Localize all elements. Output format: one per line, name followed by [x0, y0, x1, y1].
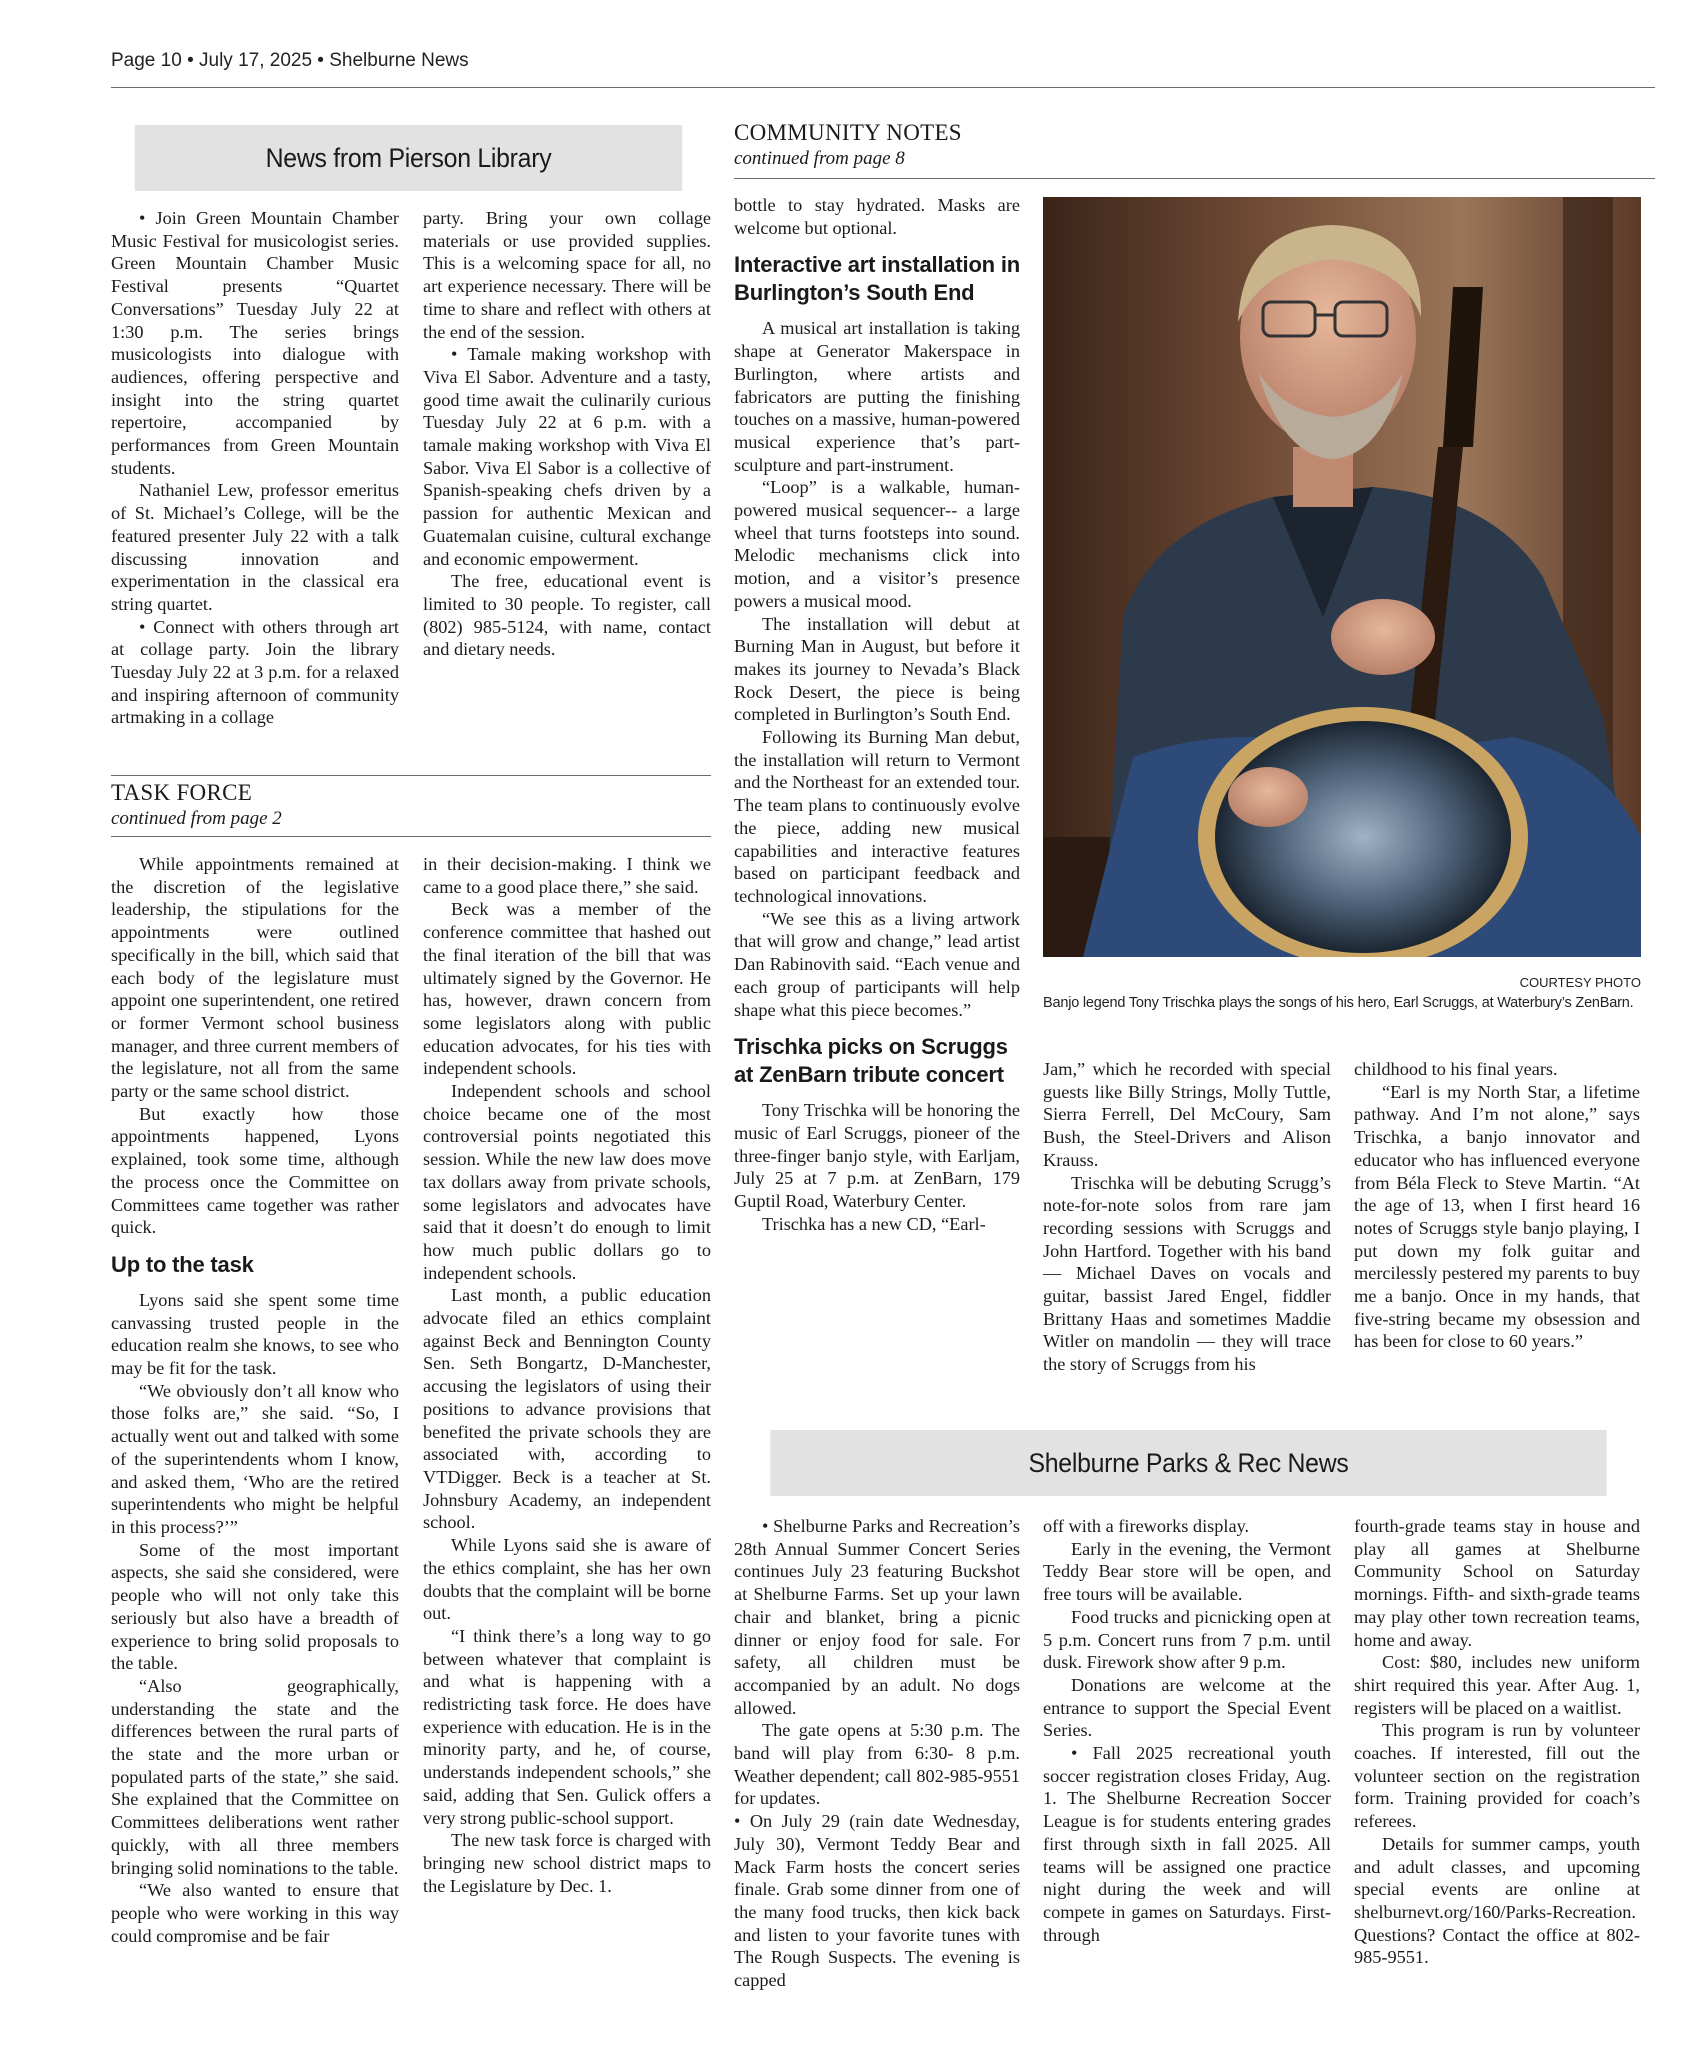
- taskforce-subtitle: continued from page 2: [111, 808, 282, 829]
- paragraph: Independent schools and school choice became one of the most controversial points negotiated this session. While the new law does move tax dollars away from private schools, some legislators and advocates have said that it doesn’t do enough to limit how much public dollars go to independent schools.: [423, 1081, 711, 1283]
- photo-illustration: [1043, 197, 1641, 957]
- paragraph: The gate opens at 5:30 p.m. The band will play from 6:30- 8 p.m. Weather dependent; call 802-985-9551 for updates.: [734, 1720, 1020, 1809]
- community-rule: [734, 178, 1655, 179]
- paragraph: “We also wanted to ensure that people who were working in this way could compromise and be fair: [111, 1880, 399, 1946]
- community-column-3: [1354, 1058, 1640, 1353]
- paragraph: Early in the evening, the Vermont Teddy Bear store will be open, and free tours will be available.: [1043, 1538, 1331, 1605]
- page-folio: Page 10 • July 17, 2025 • Shelburne News: [111, 50, 469, 71]
- paragraph: “We see this as a living artwork that will grow and change,” lead artist Dan Rabinovith said. “Each venue and each group of participants will help shape what this piece becomes.”: [734, 908, 1020, 1020]
- paragraph: The installation will debut at Burning Man in August, but before it makes its journey to Nevada’s Black Rock Desert, the piece is being completed in Burlington’s South End.: [734, 613, 1020, 725]
- subhead-art-installation: Interactive art installation in Burlington’s South End: [734, 252, 1020, 306]
- photo-caption: Banjo legend Tony Trischka plays the songs of his hero, Earl Scruggs, at Waterbury’s ZenBarn.: [1043, 995, 1634, 1011]
- paragraph: Following its Burning Man debut, the installation will return to Vermont and the Northeast for an extended tour. The team plans to continuously evolve the piece, adding new musical capabilities and interactive features based on participant feedback and technological innovations.: [734, 727, 1020, 906]
- paragraph: Last month, a public education advocate filed an ethics complaint against Beck and Bennington County Sen. Seth Bongartz, D-Manchester, accusing the legislators of using their positions to advance provisions that benefited the private schools they are associated with, according to VTDigger. Beck is a teacher at St. Johnsbury Academy, an independent school.: [423, 1285, 711, 1533]
- paragraph: fourth-grade teams stay in house and play all games at Shelburne Community School on Saturday mornings. Fifth- and sixth-grade teams may play other town recreation teams, home and away.: [1354, 1516, 1640, 1650]
- paragraph: “Earl is my North Star, a lifetime pathway. And I’m not alone,” says Trischka, a banjo innovator and educator who has influenced everyone from Béla Fleck to Steve Martin. “At the age of 13, when I first heard 16 notes of Scruggs style banjo playing, I put down my folk guitar and mercilessly pestered my parents to buy me a banjo. Once in my hands, that five-string became my obsession and has been for close to 60 years.”: [1354, 1081, 1640, 1352]
- community-column-2: [1043, 1058, 1331, 1376]
- paragraph: Food trucks and picnicking open at 5 p.m. Concert runs from 7 p.m. until dusk. Firework show after 9 p.m.: [1043, 1606, 1331, 1673]
- library-column-2: [423, 207, 711, 661]
- taskforce-column-1: [111, 853, 399, 1947]
- taskforce-title: TASK FORCE: [111, 780, 253, 805]
- paragraph: But exactly how those appointments happened, Lyons explained, took some time, although the process once the Committee on Committees came together was rather quick.: [111, 1103, 399, 1238]
- subhead-trischka: Trischka picks on Scruggs at ZenBarn tribute concert: [734, 1034, 1008, 1088]
- taskforce-bottom-rule: [111, 836, 711, 837]
- paragraph: • Tamale making workshop with Viva El Sabor. Adventure and a tasty, good time await the culinarily curious Tuesday July 22 at 6 p.m. with a tamale making workshop with Viva El Sabor. Viva El Sabor is a collective of Spanish-speaking chefs driven by a passion for authentic Mexican and Guatemalan cuisine, cultural exchange and economic empowerment.: [423, 344, 711, 569]
- paragraph: off with a fireworks display.: [1043, 1516, 1250, 1536]
- paragraph: Tony Trischka will be honoring the music of Earl Scruggs, pioneer of the three-finger banjo style, with Earljam, July 25 at 7 p.m. at ZenBarn, 179 Guptil Road, Waterbury Center.: [734, 1100, 1020, 1212]
- paragraph: • Shelburne Parks and Recreation’s 28th Annual Summer Concert Series continues July 23 featuring Buckshot at Shelburne Farms. Set up your lawn chair and blanket, bring a picnic dinner or enjoy food for sale. For safety, all children must be accompanied by an adult. No dogs allowed.: [734, 1516, 1020, 1718]
- taskforce-column-2: [423, 853, 711, 1897]
- paragraph: Jam,” which he recorded with special guests like Billy Strings, Molly Tuttle, Sierra Ferrell, Del McCoury, Sam Bush, the Steel-Drivers and Alison Krauss.: [1043, 1059, 1331, 1170]
- library-column-1: [111, 207, 399, 729]
- paragraph: • Fall 2025 recreational youth soccer registration closes Friday, Aug. 1. The Shelburne Recreation Soccer League is for students entering grades first through sixth in fall 2025. All teams will be assigned one practice night during the week and will compete in games on Saturdays. First- through: [1043, 1743, 1331, 1945]
- paragraph: Cost: $80, includes new uniform shirt required this year. After Aug. 1, registers will be placed on a waitlist.: [1354, 1652, 1640, 1718]
- paragraph: “Also geographically, understanding the state and the differences between the rural parts of the state and the more urban or populated parts of the state,” she said. She explained that the Committee on Committees deliberations went rather quickly, with all three members bringing solid nominations to the table.: [111, 1675, 399, 1878]
- library-section-header: [135, 125, 682, 191]
- paragraph: While Lyons said she is aware of the ethics complaint, she has her own doubts that the complaint will be borne out.: [423, 1535, 711, 1624]
- paragraph: “We obviously don’t all know who those folks are,” she said. “So, I actually went out and talked with some of the superintendents whom I know, and asked them, ‘Who are the retired superintendents who might be helpful in this process?’”: [111, 1380, 399, 1537]
- paragraph: The free, educational event is limited to 30 people. To register, call (802) 985-5124, with name, contact and dietary needs.: [423, 571, 711, 660]
- paragraph: The new task force is charged with bringing new school district maps to the Legislature by Dec. 1.: [423, 1830, 711, 1896]
- paragraph: “I think there’s a long way to go between whatever that complaint is and what is happening with a redistricting task force. He does have experience with education. He is in the minority party, and he, of course, understands independent schools,” she said, adding that Sen. Gulick offers a very strong public-school support.: [423, 1625, 711, 1828]
- parks-column-2: [1043, 1515, 1331, 1946]
- photo-credit: COURTESY PHOTO: [1519, 975, 1641, 990]
- banjo-player-photo: [1043, 197, 1641, 957]
- paragraph: A musical art installation is taking shape at Generator Makerspace in Burlington, where artists and fabricators are putting the finishing touches on a massive, human-powered musical experience that’s part-sculpture and part-instrument.: [734, 318, 1020, 475]
- library-title: News from Pierson Library: [265, 143, 552, 173]
- subhead-up-to-the-task: Up to the task: [111, 1251, 254, 1277]
- paragraph: bottle to stay hydrated. Masks are welcome but optional.: [734, 195, 1020, 238]
- parks-column-3: [1354, 1515, 1640, 1969]
- paragraph: While appointments remained at the discretion of the legislative leadership, the stipulations for the appointments were outlined specifically in the bill, which said that each body of the legislature must appoint one superintendent, one retired or former Vermont school business manager, and three current members of the legislature, not all from the same party or the same school district.: [111, 854, 399, 1102]
- paragraph: Trischka will be debuting Scrugg’s note-for-note solos from rare jam recording sessions with Scruggs and John Hartford. Together with his band — Michael Daves on vocals and guitar, bassist Jared Engel, fiddler Brittany Haas and sometimes Maddie Witler on mandolin — they will trace the story of Scruggs from his: [1043, 1172, 1331, 1375]
- taskforce-top-rule: [111, 775, 711, 776]
- paragraph: Details for summer camps, youth and adult classes, and upcoming special events are online at shelburnevt.org/160/Parks-Recreation. Questions? Contact the office at 802-985-9551.: [1354, 1833, 1640, 1968]
- community-subtitle: continued from page 8: [734, 148, 905, 169]
- community-column-1: [734, 194, 1020, 1235]
- paragraph: • Join Green Mountain Chamber Music Festival for musicologist series. Green Mountain Chamber Music Festival presents “Quartet Conversations” Tuesday July 22 at 1:30 p.m. The series brings musicologists into dialogue with audiences, offering perspective and insight into the string quartet repertoire, accompanied by performances from Green Mountain students.: [111, 208, 399, 478]
- folio-rule: [111, 87, 1655, 88]
- parks-title: Shelburne Parks & Rec News: [1028, 1448, 1349, 1478]
- paragraph: Donations are welcome at the entrance to support the Special Event Series.: [1043, 1674, 1331, 1741]
- paragraph: Trischka has a new CD, “Earl-: [762, 1213, 986, 1234]
- paragraph: party. Bring your own collage materials or use provided supplies. This is a welcoming space for all, no art experience necessary. There will be time to share and reflect with others at the end of the session.: [423, 208, 711, 342]
- paragraph: “Loop” is a walkable, human-powered musical sequencer-- a large wheel that turns footsteps into sound. Melodic mechanisms click into motion, and a visitor’s presence powers a musical mood.: [734, 477, 1020, 611]
- paragraph: Lyons said she spent some time canvassing trusted people in the education realm she knows, to see who may be fit for the task.: [111, 1289, 399, 1379]
- parks-section-header: [770, 1430, 1606, 1496]
- paragraph: Nathaniel Lew, professor emeritus of St. Michael’s College, will be the featured presenter July 22 with a talk discussing innovation and experimentation in the classical era string quartet.: [111, 480, 399, 614]
- parks-column-1: [734, 1515, 1020, 1992]
- paragraph: This program is run by volunteer coaches. If interested, fill out the volunteer section on the registration form. Training provided for coach’s referees.: [1354, 1720, 1640, 1832]
- paragraph: • On July 29 (rain date Wednesday, July 30), Vermont Teddy Bear and Mack Farm hosts the concert series finale. Grab some dinner from one of the many food trucks, then kick back and listen to your favorite tunes with The Rough Suspects. The evening is capped: [734, 1811, 1020, 1991]
- paragraph: in their decision-making. I think we came to a good place there,” she said.: [423, 854, 711, 897]
- paragraph: Some of the most important aspects, she said she considered, were people who will not only take this seriously but also have a breadth of experience to bring solid proposals to the table.: [111, 1539, 399, 1674]
- paragraph: childhood to his final years.: [1354, 1059, 1558, 1079]
- paragraph: Beck was a member of the conference committee that hashed out the final iteration of the bill that was ultimately signed by the Governor. He has, however, drawn concern from some legislators along with public education advocates, for his ties with independent schools.: [423, 899, 711, 1079]
- community-title: COMMUNITY NOTES: [734, 120, 962, 145]
- paragraph: • Connect with others through art at collage party. Join the library Tuesday July 22 at 3 p.m. for a relaxed and inspiring afternoon of community artmaking in a collage: [111, 616, 399, 728]
